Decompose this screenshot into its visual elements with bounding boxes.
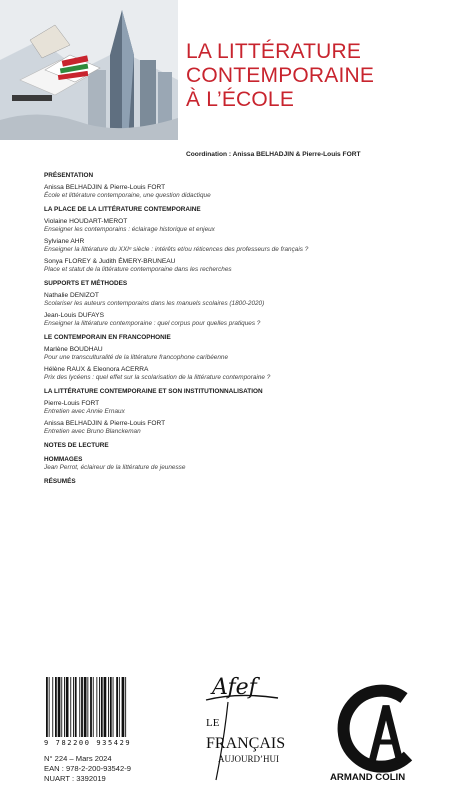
publication-info (44, 754, 131, 784)
svg-text:Afef: Afef (212, 675, 257, 700)
entry-authors: Pierre-Louis FORT (44, 400, 100, 407)
entry-article: Scolariser les auteurs contemporains dans les manuels scolaires (1800-2020) (44, 300, 265, 307)
barcode-bar (108, 677, 109, 737)
section-title: SUPPORTS ET MÉTHODES (44, 280, 128, 287)
barcode-bar (61, 677, 62, 737)
entry-article: École et littérature contemporaine, une question didactique (44, 192, 211, 199)
entry-authors: Violaine HOUDART-MEROT (44, 218, 128, 225)
entry-article: Prix des lycéens : quel effet sur la scolarisation de la littérature contemporaine ? (44, 374, 271, 381)
svg-text:AUJOURD’HUI: AUJOURD’HUI (218, 754, 279, 764)
issue-number: N° 224 – Mars 2024 (44, 754, 112, 763)
section-title: NOTES DE LECTURE (44, 442, 109, 449)
ean-code: EAN : 978-2-200-93542-9 (44, 764, 131, 773)
publisher-name: ARMAND COLIN (330, 772, 406, 783)
entry-authors: Sonya FLOREY & Judith ÉMERY-BRUNEAU (44, 258, 176, 265)
title-line-2: CONTEMPORAINE (186, 64, 375, 87)
svg-text:LE: LE (206, 717, 220, 729)
entry-article: Entretien avec Annie Ernaux (44, 408, 125, 415)
barcode-bar (64, 677, 65, 737)
cover-title (186, 40, 456, 112)
entry-authors: Anissa BELHADJIN & Pierre-Louis FORT (44, 420, 166, 427)
barcode-bar (93, 677, 94, 737)
cover-illustration (0, 0, 178, 140)
entry-article: Enseigner la littérature du XXIᵉ siècle : intérêts et/ou réticences des professeurs de français ? (44, 246, 309, 253)
barcode-bar (99, 677, 100, 737)
barcode-bar (122, 677, 125, 737)
barcode-bar (75, 677, 77, 737)
entry-article: Jean Perrot, éclaireur de la littérature de jeunesse (44, 464, 186, 471)
barcode-bar (113, 677, 114, 737)
entry-article: Enseigner les contemporains : éclairage historique et enjeux (44, 226, 215, 233)
barcode-bar (79, 677, 80, 737)
section-title: HOMMAGES (44, 456, 83, 463)
barcode-image (44, 677, 156, 739)
entry-article: Enseigner la littérature contemporaine : quel corpus pour quelles pratiques ? (44, 320, 261, 327)
barcode-bar (90, 677, 92, 737)
entry-authors: Anissa BELHADJIN & Pierre-Louis FORT (44, 184, 166, 191)
section-title: LA LITTÉRATURE CONTEMPORAINE ET SON INSTITUTIONNALISATION (44, 388, 263, 395)
barcode-bar (55, 677, 57, 737)
section-title: LA PLACE DE LA LITTÉRATURE CONTEMPORAINE (44, 206, 201, 213)
section-title: PRÉSENTATION (44, 172, 94, 179)
title-line-1: LA LITTÉRATURE (186, 40, 362, 63)
entry-authors: Jean-Louis DUFAYS (44, 312, 104, 319)
entry-article: Pour une transculturalité de la littérature francophone caribéenne (44, 354, 229, 361)
entry-article: Place et statut de la littérature contemporaine dans les recherches (44, 266, 232, 273)
table-of-contents (44, 172, 454, 485)
barcode-bar (58, 677, 61, 737)
entry-authors: Nathalie DENIZOT (44, 292, 99, 299)
afef-logo (198, 670, 290, 790)
barcode-bar (81, 677, 83, 737)
nuart-code: NUART : 3392019 (44, 774, 106, 783)
entry-article: Entretien avec Bruno Blanckeman (44, 428, 141, 435)
entry-authors: Hélène RAUX & Eleonora ACERRA (44, 366, 149, 373)
barcode-bar (119, 677, 120, 737)
barcode-bar (101, 677, 103, 737)
barcode-bar (49, 677, 50, 737)
entry-authors: Marlène BOUDHAU (44, 346, 103, 353)
barcode-bar (110, 677, 112, 737)
barcode-bar (52, 677, 53, 737)
barcode-bar (87, 677, 88, 737)
section-title: RÉSUMÉS (44, 478, 76, 485)
title-line-3: À L’ÉCOLE (186, 88, 295, 111)
svg-text:FRANÇAIS: FRANÇAIS (206, 735, 286, 752)
section-title: LE CONTEMPORAIN EN FRANCOPHONIE (44, 334, 171, 341)
barcode-bar (104, 677, 107, 737)
barcode-bar (46, 677, 48, 737)
barcode-bar (125, 677, 126, 737)
coordination-line: Coordination : Anissa BELHADJIN & Pierre-Louis FORT (186, 151, 361, 158)
barcode-bar (66, 677, 69, 737)
barcode-bar (96, 677, 97, 737)
barcode-bar (84, 677, 87, 737)
barcode-bar (73, 677, 74, 737)
barcode-number: 9 782200 935429 (44, 739, 132, 747)
entry-authors: Sylviane AHR (44, 238, 85, 245)
barcode-bar (116, 677, 118, 737)
barcode-bar (70, 677, 71, 737)
